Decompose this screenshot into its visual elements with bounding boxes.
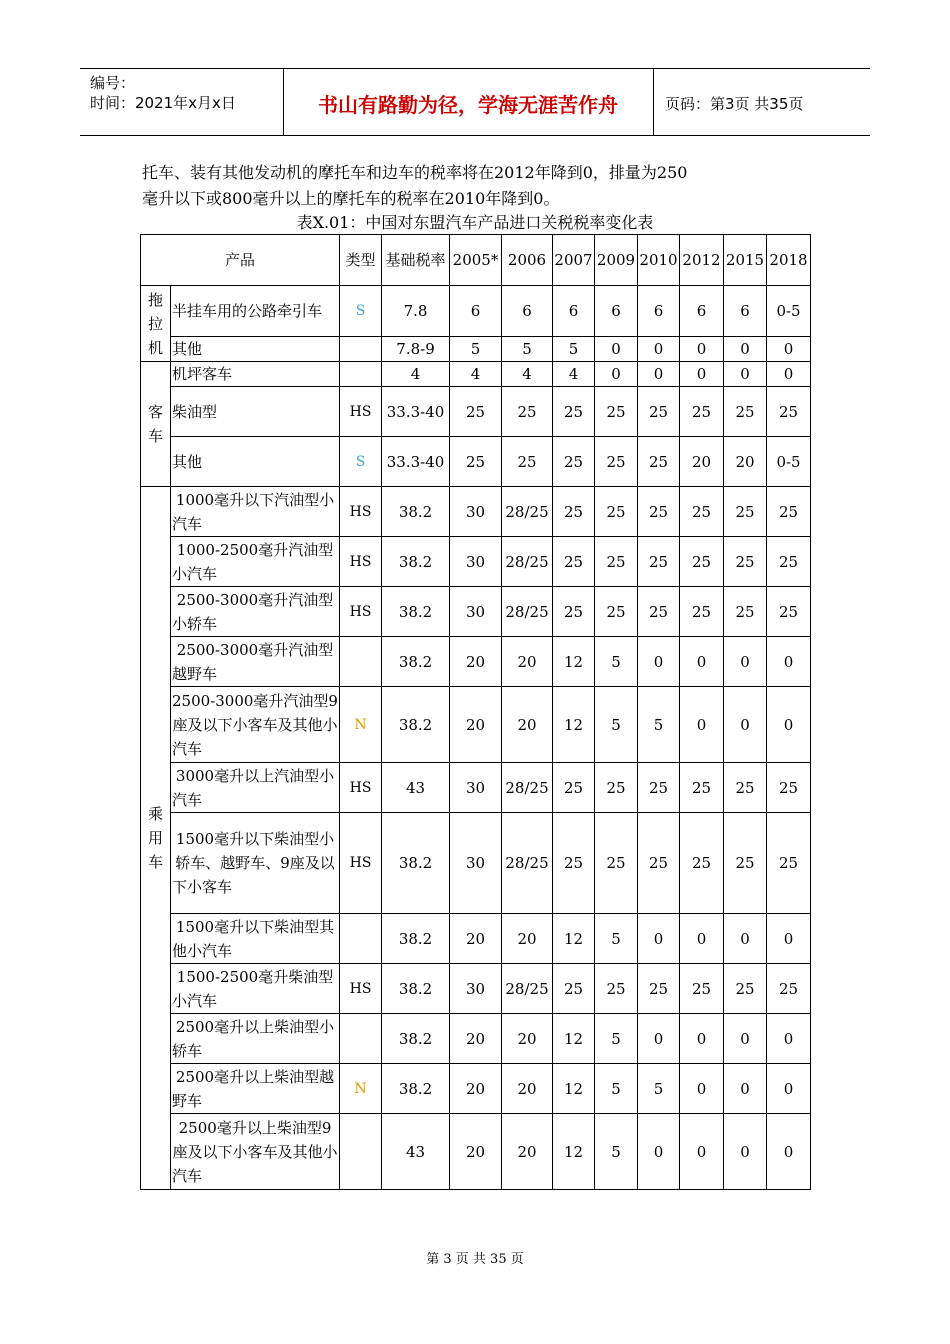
rate-cell: 30 bbox=[450, 537, 502, 587]
base-rate-cell: 7.8-9 bbox=[382, 337, 450, 362]
group-label: 乘用车 bbox=[141, 487, 171, 1190]
base-rate-cell: 38.2 bbox=[382, 687, 450, 763]
rate-cell: 25 bbox=[680, 964, 724, 1014]
header-divider bbox=[653, 69, 654, 135]
product-name-cell: 1500毫升以下柴油型小轿车、越野车、9座及以下小客车 bbox=[171, 813, 340, 914]
rate-cell: 5 bbox=[595, 637, 638, 687]
rate-cell: 25 bbox=[553, 487, 595, 537]
type-cell: N bbox=[340, 687, 382, 763]
intro-line: 托车、装有其他发动机的摩托车和边车的税率将在2012年降到0，排量为250 bbox=[142, 163, 688, 182]
product-name-cell: 其他 bbox=[171, 437, 340, 487]
base-rate-cell: 38.2 bbox=[382, 914, 450, 964]
rate-cell: 0 bbox=[767, 914, 811, 964]
rate-cell: 6 bbox=[502, 286, 553, 337]
rate-cell: 4 bbox=[450, 362, 502, 387]
header-year: 2009 bbox=[595, 235, 638, 286]
rate-cell: 25 bbox=[553, 537, 595, 587]
table-row bbox=[141, 914, 811, 964]
rate-cell: 25 bbox=[553, 964, 595, 1014]
rate-cell: 20 bbox=[450, 687, 502, 763]
type-cell: HS bbox=[340, 537, 382, 587]
rate-cell: 28/25 bbox=[502, 964, 553, 1014]
product-name-cell: 1000毫升以下汽油型小汽车 bbox=[171, 487, 340, 537]
rate-cell: 5 bbox=[595, 914, 638, 964]
rate-cell: 25 bbox=[638, 763, 680, 813]
rate-cell: 30 bbox=[450, 813, 502, 914]
rate-cell: 20 bbox=[502, 914, 553, 964]
rate-cell: 30 bbox=[450, 587, 502, 637]
rate-cell: 25 bbox=[767, 387, 811, 437]
rate-cell: 6 bbox=[595, 286, 638, 337]
rate-cell: 25 bbox=[680, 587, 724, 637]
product-name-cell: 1500-2500毫升柴油型小汽车 bbox=[171, 964, 340, 1014]
table-caption: 表X.01：中国对东盟汽车产品进口关税税率变化表 bbox=[296, 213, 654, 232]
header-base-rate: 基础税率 bbox=[382, 235, 450, 286]
header-motto: 书山有路勤为径，学海无涯苦作舟 bbox=[318, 92, 618, 117]
rate-cell: 25 bbox=[680, 763, 724, 813]
rate-cell: 0 bbox=[638, 1014, 680, 1064]
type-cell: N bbox=[340, 1064, 382, 1114]
rate-cell: 20 bbox=[502, 1014, 553, 1064]
base-rate-cell: 38.2 bbox=[382, 637, 450, 687]
rate-cell: 25 bbox=[724, 387, 767, 437]
rate-cell: 0 bbox=[595, 362, 638, 387]
rate-cell: 25 bbox=[724, 964, 767, 1014]
header-year: 2005* bbox=[450, 235, 502, 286]
rate-cell: 0 bbox=[767, 637, 811, 687]
product-name-cell: 其他 bbox=[171, 337, 340, 362]
base-rate-cell: 38.2 bbox=[382, 587, 450, 637]
product-name-cell: 2500-3000毫升汽油型9座及以下小客车及其他小汽车 bbox=[171, 687, 340, 763]
rate-cell: 25 bbox=[724, 813, 767, 914]
rate-cell: 6 bbox=[553, 286, 595, 337]
product-name-cell: 半挂车用的公路牵引车 bbox=[171, 286, 340, 337]
rate-cell: 25 bbox=[724, 537, 767, 587]
rate-cell: 20 bbox=[502, 637, 553, 687]
rate-cell: 12 bbox=[553, 914, 595, 964]
rate-cell: 25 bbox=[724, 587, 767, 637]
table-row bbox=[141, 687, 811, 763]
tariff-table bbox=[140, 234, 811, 1190]
type-cell: HS bbox=[340, 763, 382, 813]
rate-cell: 0 bbox=[638, 914, 680, 964]
group-label: 客车 bbox=[141, 362, 171, 487]
rate-cell: 25 bbox=[638, 387, 680, 437]
type-cell: HS bbox=[340, 387, 382, 437]
rate-cell: 12 bbox=[553, 1014, 595, 1064]
rate-cell: 20 bbox=[502, 687, 553, 763]
header-year: 2018 bbox=[767, 235, 811, 286]
rate-cell: 25 bbox=[595, 763, 638, 813]
table-row bbox=[141, 362, 811, 387]
rate-cell: 25 bbox=[680, 537, 724, 587]
rate-cell: 25 bbox=[680, 487, 724, 537]
rate-cell: 5 bbox=[638, 687, 680, 763]
page-header bbox=[80, 68, 870, 136]
product-name-cell: 2500-3000毫升汽油型小轿车 bbox=[171, 587, 340, 637]
header-year: 2012 bbox=[680, 235, 724, 286]
table-row bbox=[141, 964, 811, 1014]
rate-cell: 25 bbox=[767, 587, 811, 637]
rate-cell: 25 bbox=[638, 587, 680, 637]
rate-cell: 25 bbox=[450, 437, 502, 487]
rate-cell: 0-5 bbox=[767, 437, 811, 487]
rate-cell: 20 bbox=[450, 914, 502, 964]
rate-cell: 0 bbox=[638, 1114, 680, 1190]
type-cell bbox=[340, 914, 382, 964]
rate-cell: 25 bbox=[767, 813, 811, 914]
type-cell bbox=[340, 1014, 382, 1064]
rate-cell: 12 bbox=[553, 1114, 595, 1190]
rate-cell: 25 bbox=[553, 437, 595, 487]
rate-cell: 25 bbox=[724, 487, 767, 537]
rate-cell: 0 bbox=[724, 914, 767, 964]
product-name-cell: 3000毫升以上汽油型小汽车 bbox=[171, 763, 340, 813]
rate-cell: 12 bbox=[553, 637, 595, 687]
rate-cell: 25 bbox=[724, 763, 767, 813]
header-product: 产品 bbox=[141, 235, 340, 286]
table-row bbox=[141, 637, 811, 687]
rate-cell: 25 bbox=[767, 964, 811, 1014]
type-cell: HS bbox=[340, 587, 382, 637]
type-cell: HS bbox=[340, 964, 382, 1014]
base-rate-cell: 43 bbox=[382, 1114, 450, 1190]
type-cell: HS bbox=[340, 487, 382, 537]
rate-cell: 20 bbox=[502, 1114, 553, 1190]
header-year: 2006 bbox=[502, 235, 553, 286]
rate-cell: 20 bbox=[450, 1114, 502, 1190]
rate-cell: 6 bbox=[450, 286, 502, 337]
base-rate-cell: 43 bbox=[382, 763, 450, 813]
rate-cell: 0 bbox=[638, 337, 680, 362]
rate-cell: 0 bbox=[767, 362, 811, 387]
rate-cell: 25 bbox=[638, 813, 680, 914]
rate-cell: 25 bbox=[595, 537, 638, 587]
rate-cell: 5 bbox=[595, 1064, 638, 1114]
rate-cell: 6 bbox=[724, 286, 767, 337]
table-row bbox=[141, 763, 811, 813]
rate-cell: 0 bbox=[767, 1064, 811, 1114]
rate-cell: 4 bbox=[502, 362, 553, 387]
rate-cell: 25 bbox=[502, 387, 553, 437]
rate-cell: 0 bbox=[680, 1064, 724, 1114]
rate-cell: 25 bbox=[553, 763, 595, 813]
rate-cell: 28/25 bbox=[502, 813, 553, 914]
rate-cell: 28/25 bbox=[502, 587, 553, 637]
rate-cell: 25 bbox=[595, 437, 638, 487]
rate-cell: 5 bbox=[502, 337, 553, 362]
rate-cell: 0 bbox=[767, 1114, 811, 1190]
rate-cell: 0 bbox=[680, 362, 724, 387]
type-cell bbox=[340, 1114, 382, 1190]
type-cell bbox=[340, 637, 382, 687]
rate-cell: 5 bbox=[553, 337, 595, 362]
type-cell: S bbox=[340, 437, 382, 487]
rate-cell: 25 bbox=[595, 813, 638, 914]
rate-cell: 0 bbox=[680, 637, 724, 687]
rate-cell: 25 bbox=[767, 487, 811, 537]
rate-cell: 28/25 bbox=[502, 763, 553, 813]
type-cell: HS bbox=[340, 813, 382, 914]
base-rate-cell: 33.3-40 bbox=[382, 437, 450, 487]
base-rate-cell: 38.2 bbox=[382, 1014, 450, 1064]
rate-cell: 25 bbox=[767, 763, 811, 813]
header-year: 2010 bbox=[638, 235, 680, 286]
rate-cell: 20 bbox=[502, 1064, 553, 1114]
table-row bbox=[141, 387, 811, 437]
page-footer: 第 3 页 共 35 页 bbox=[426, 1252, 524, 1267]
rate-cell: 25 bbox=[502, 437, 553, 487]
rate-cell: 25 bbox=[638, 964, 680, 1014]
group-label: 拖拉机 bbox=[141, 286, 171, 362]
rate-cell: 20 bbox=[680, 437, 724, 487]
rate-cell: 25 bbox=[595, 964, 638, 1014]
type-cell bbox=[340, 337, 382, 362]
header-page-number: 页码：第3页 共35页 bbox=[665, 95, 804, 113]
table-row bbox=[141, 587, 811, 637]
rate-cell: 20 bbox=[450, 1064, 502, 1114]
header-year: 2007 bbox=[553, 235, 595, 286]
table-row bbox=[141, 1114, 811, 1190]
table-row bbox=[141, 437, 811, 487]
rate-cell: 30 bbox=[450, 487, 502, 537]
product-name-cell: 2500毫升以上柴油型小轿车 bbox=[171, 1014, 340, 1064]
rate-cell: 25 bbox=[553, 587, 595, 637]
header-type: 类型 bbox=[340, 235, 382, 286]
rate-cell: 0 bbox=[724, 1114, 767, 1190]
rate-cell: 30 bbox=[450, 964, 502, 1014]
rate-cell: 25 bbox=[638, 487, 680, 537]
intro-paragraph bbox=[142, 160, 822, 212]
rate-cell: 20 bbox=[450, 1014, 502, 1064]
base-rate-cell: 38.2 bbox=[382, 813, 450, 914]
base-rate-cell: 4 bbox=[382, 362, 450, 387]
rate-cell: 5 bbox=[595, 687, 638, 763]
rate-cell: 12 bbox=[553, 687, 595, 763]
rate-cell: 0 bbox=[638, 637, 680, 687]
rate-cell: 0 bbox=[724, 687, 767, 763]
rate-cell: 0-5 bbox=[767, 286, 811, 337]
rate-cell: 28/25 bbox=[502, 537, 553, 587]
product-name-cell: 机坪客车 bbox=[171, 362, 340, 387]
rate-cell: 25 bbox=[595, 487, 638, 537]
rate-cell: 0 bbox=[680, 1014, 724, 1064]
product-name-cell: 2500毫升以上柴油型9座及以下小客车及其他小汽车 bbox=[171, 1114, 340, 1190]
rate-cell: 0 bbox=[767, 337, 811, 362]
rate-cell: 0 bbox=[595, 337, 638, 362]
product-name-cell: 2500-3000毫升汽油型越野车 bbox=[171, 637, 340, 687]
rate-cell: 0 bbox=[680, 914, 724, 964]
header-year: 2015 bbox=[724, 235, 767, 286]
rate-cell: 25 bbox=[680, 813, 724, 914]
rate-cell: 0 bbox=[638, 362, 680, 387]
rate-cell: 30 bbox=[450, 763, 502, 813]
base-rate-cell: 38.2 bbox=[382, 1064, 450, 1114]
rate-cell: 0 bbox=[680, 1114, 724, 1190]
rate-cell: 6 bbox=[638, 286, 680, 337]
table-row bbox=[141, 286, 811, 337]
product-name-cell: 1500毫升以下柴油型其他小汽车 bbox=[171, 914, 340, 964]
rate-cell: 4 bbox=[553, 362, 595, 387]
rate-cell: 0 bbox=[724, 1014, 767, 1064]
document-date-label: 时间：2021年x月x日 bbox=[90, 94, 236, 112]
rate-cell: 28/25 bbox=[502, 487, 553, 537]
base-rate-cell: 7.8 bbox=[382, 286, 450, 337]
rate-cell: 0 bbox=[767, 1014, 811, 1064]
base-rate-cell: 38.2 bbox=[382, 537, 450, 587]
product-name-cell: 1000-2500毫升汽油型小汽车 bbox=[171, 537, 340, 587]
rate-cell: 0 bbox=[724, 637, 767, 687]
rate-cell: 20 bbox=[724, 437, 767, 487]
rate-cell: 25 bbox=[767, 537, 811, 587]
header-meta bbox=[90, 73, 236, 113]
table-header-row bbox=[141, 235, 811, 286]
intro-line: 毫升以下或800毫升以上的摩托车的税率在2010年降到0。 bbox=[142, 189, 560, 208]
product-name-cell: 2500毫升以上柴油型越野车 bbox=[171, 1064, 340, 1114]
rate-cell: 25 bbox=[680, 387, 724, 437]
type-cell: S bbox=[340, 286, 382, 337]
table-row bbox=[141, 813, 811, 914]
rate-cell: 5 bbox=[595, 1014, 638, 1064]
table-row bbox=[141, 337, 811, 362]
rate-cell: 25 bbox=[595, 587, 638, 637]
rate-cell: 0 bbox=[680, 687, 724, 763]
rate-cell: 0 bbox=[724, 362, 767, 387]
rate-cell: 25 bbox=[553, 387, 595, 437]
rate-cell: 25 bbox=[638, 437, 680, 487]
rate-cell: 5 bbox=[595, 1114, 638, 1190]
table-row bbox=[141, 537, 811, 587]
document-number-label: 编号： bbox=[90, 74, 136, 92]
rate-cell: 0 bbox=[724, 1064, 767, 1114]
type-cell bbox=[340, 362, 382, 387]
rate-cell: 5 bbox=[450, 337, 502, 362]
rate-cell: 0 bbox=[767, 687, 811, 763]
product-name-cell: 柴油型 bbox=[171, 387, 340, 437]
table-row bbox=[141, 487, 811, 537]
rate-cell: 6 bbox=[680, 286, 724, 337]
rate-cell: 25 bbox=[638, 537, 680, 587]
rate-cell: 0 bbox=[680, 337, 724, 362]
rate-cell: 25 bbox=[553, 813, 595, 914]
base-rate-cell: 38.2 bbox=[382, 964, 450, 1014]
rate-cell: 5 bbox=[638, 1064, 680, 1114]
base-rate-cell: 38.2 bbox=[382, 487, 450, 537]
table-row bbox=[141, 1064, 811, 1114]
table-row bbox=[141, 1014, 811, 1064]
rate-cell: 12 bbox=[553, 1064, 595, 1114]
rate-cell: 25 bbox=[595, 387, 638, 437]
rate-cell: 25 bbox=[450, 387, 502, 437]
rate-cell: 20 bbox=[450, 637, 502, 687]
base-rate-cell: 33.3-40 bbox=[382, 387, 450, 437]
rate-cell: 0 bbox=[724, 337, 767, 362]
